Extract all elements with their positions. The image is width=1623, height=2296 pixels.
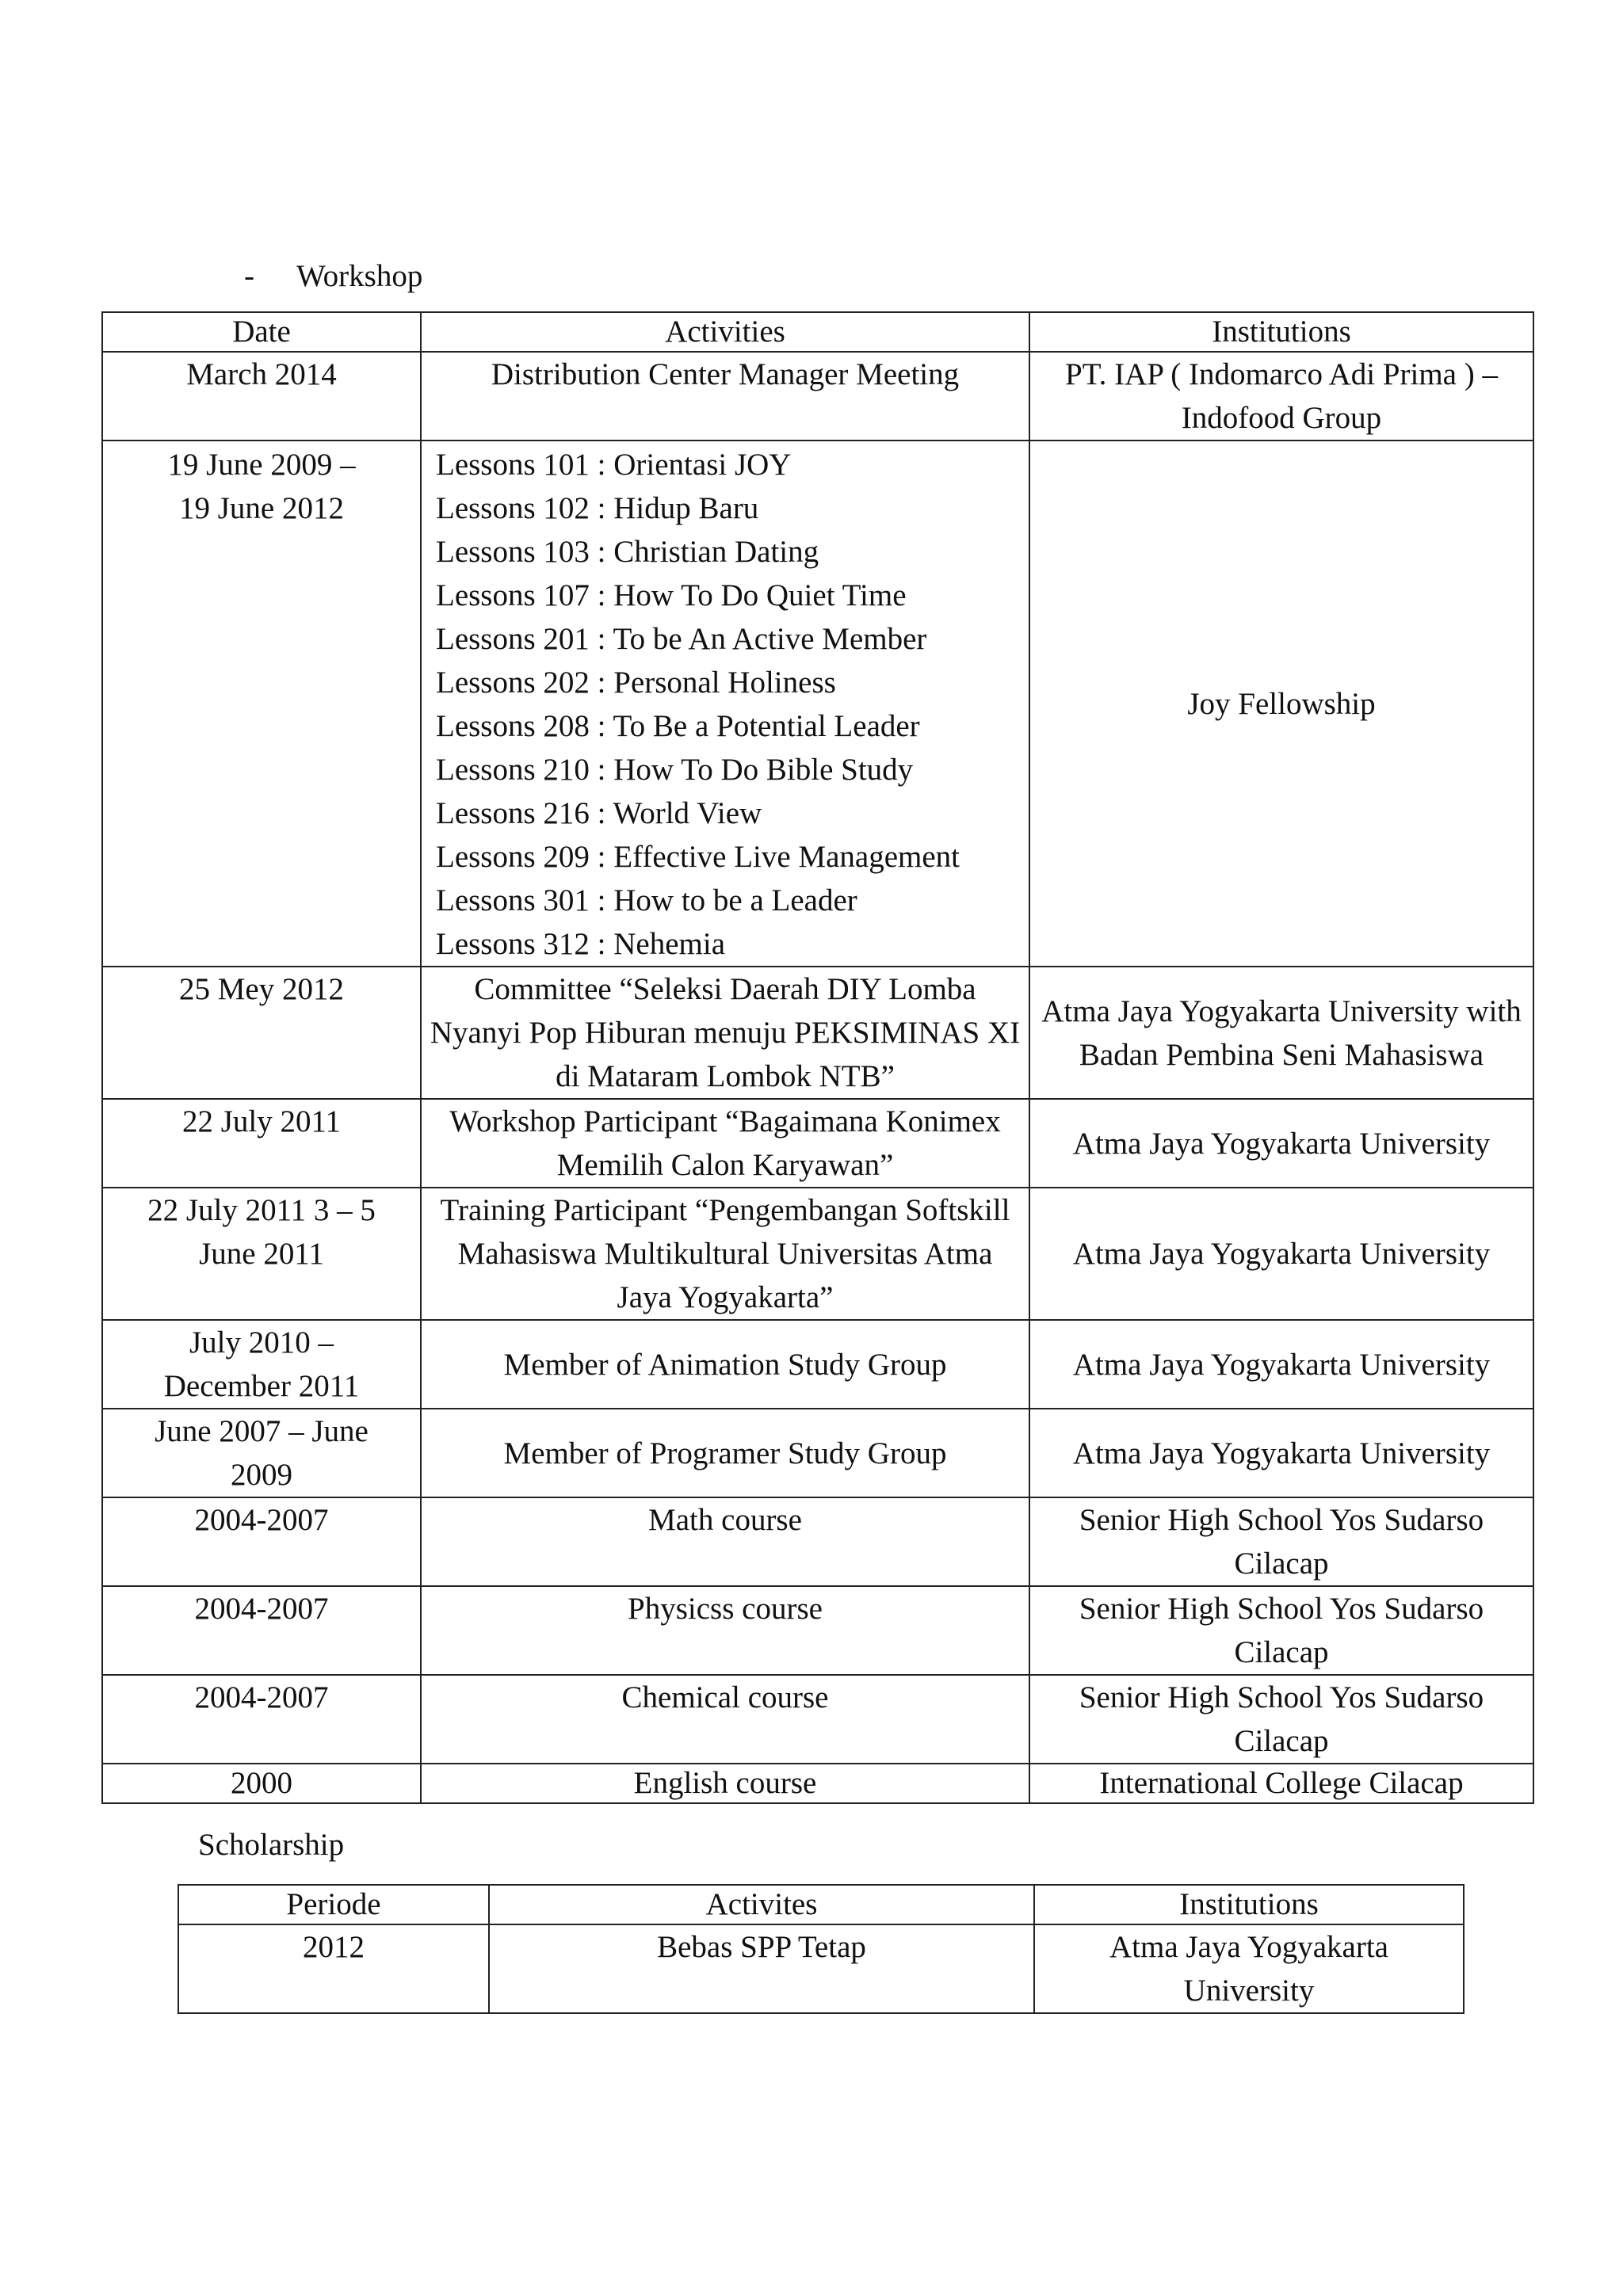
cell-institution: Senior High School Yos Sudarso Cilacap bbox=[1029, 1675, 1533, 1764]
table-row bbox=[102, 967, 1533, 1099]
cell-activity: English course bbox=[421, 1764, 1029, 1803]
cell-activity: Member of Animation Study Group bbox=[421, 1320, 1029, 1409]
cell-date: July 2010 – December 2011 bbox=[102, 1320, 421, 1409]
table-row bbox=[102, 1586, 1533, 1675]
table-row bbox=[102, 352, 1533, 441]
lesson-item: Lessons 103 : Christian Dating bbox=[436, 535, 819, 569]
lesson-item: Lessons 216 : World View bbox=[436, 796, 762, 830]
workshop-heading bbox=[244, 255, 422, 298]
cell-date: March 2014 bbox=[102, 352, 421, 441]
cell-date: 2000 bbox=[102, 1764, 421, 1803]
lesson-item: Lessons 101 : Orientasi JOY bbox=[436, 448, 792, 482]
cell-date: 22 July 2011 bbox=[102, 1099, 421, 1188]
table-row bbox=[178, 1924, 1464, 2013]
cell-activity: Member of Programer Study Group bbox=[421, 1409, 1029, 1497]
column-header-periode: Periode bbox=[178, 1885, 489, 1924]
lesson-item: Lessons 301 : How to be a Leader bbox=[436, 883, 857, 917]
cell-date: 2012 bbox=[178, 1924, 489, 2013]
cell-date: 2004-2007 bbox=[102, 1586, 421, 1675]
cell-activity: Bebas SPP Tetap bbox=[489, 1924, 1034, 2013]
table-row bbox=[102, 1099, 1533, 1188]
cell-institution: Senior High School Yos Sudarso Cilacap bbox=[1029, 1497, 1533, 1586]
column-header-institutions: Institutions bbox=[1029, 312, 1533, 352]
cell-institution: Atma Jaya Yogyakarta University bbox=[1029, 1409, 1533, 1497]
cell-institution: PT. IAP ( Indomarco Adi Prima ) – Indofood Group bbox=[1029, 352, 1533, 441]
lesson-item: Lessons 210 : How To Do Bible Study bbox=[436, 753, 914, 787]
cell-date: 19 June 2009 – 19 June 2012 bbox=[102, 441, 421, 967]
table-row bbox=[102, 1497, 1533, 1586]
lesson-item: Lessons 209 : Effective Live Management bbox=[436, 840, 960, 874]
column-header-institutions: Institutions bbox=[1034, 1885, 1464, 1924]
table-row bbox=[102, 1188, 1533, 1320]
cell-institution: Atma Jaya Yogyakarta University bbox=[1029, 1320, 1533, 1409]
column-header-date: Date bbox=[102, 312, 421, 352]
table-row bbox=[102, 1675, 1533, 1764]
workshop-table bbox=[101, 311, 1534, 1804]
lesson-item: Lessons 102 : Hidup Baru bbox=[436, 491, 759, 525]
scholarship-table bbox=[178, 1884, 1465, 2014]
cell-institution: Joy Fellowship bbox=[1029, 441, 1533, 967]
bullet-dash: - bbox=[244, 259, 254, 293]
workshop-heading-text: Workshop bbox=[296, 259, 423, 293]
lesson-item: Lessons 201 : To be An Active Member bbox=[436, 622, 927, 656]
cell-activity: Chemical course bbox=[421, 1675, 1029, 1764]
cell-activity: Workshop Participant “Bagaimana Konimex Memilih Calon Karyawan” bbox=[421, 1099, 1029, 1188]
table-row bbox=[102, 441, 1533, 967]
cell-institution: Atma Jaya Yogyakarta University with Badan Pembina Seni Mahasiswa bbox=[1029, 967, 1533, 1099]
cell-date: 2004-2007 bbox=[102, 1497, 421, 1586]
cell-institution: Senior High School Yos Sudarso Cilacap bbox=[1029, 1586, 1533, 1675]
lesson-item: Lessons 202 : Personal Holiness bbox=[436, 666, 836, 700]
column-header-activities: Activities bbox=[421, 312, 1029, 352]
lesson-item: Lessons 312 : Nehemia bbox=[436, 927, 726, 961]
cell-activity-lessons bbox=[421, 441, 1029, 967]
cell-activity: Math course bbox=[421, 1497, 1029, 1586]
cell-institution: International College Cilacap bbox=[1029, 1764, 1533, 1803]
table-row bbox=[102, 1764, 1533, 1803]
table-header-row bbox=[102, 312, 1533, 352]
scholarship-heading: Scholarship bbox=[198, 1828, 345, 1862]
table-header-row bbox=[178, 1885, 1464, 1924]
cell-institution: Atma Jaya Yogyakarta University bbox=[1034, 1924, 1464, 2013]
cell-institution: Atma Jaya Yogyakarta University bbox=[1029, 1188, 1533, 1320]
cell-institution: Atma Jaya Yogyakarta University bbox=[1029, 1099, 1533, 1188]
cell-activity: Committee “Seleksi Daerah DIY Lomba Nyanyi Pop Hiburan menuju PEKSIMINAS XI di Mataram Lombok NTB” bbox=[421, 967, 1029, 1099]
cell-date: 25 Mey 2012 bbox=[102, 967, 421, 1099]
cell-date: June 2007 – June 2009 bbox=[102, 1409, 421, 1497]
cell-activity: Training Participant “Pengembangan Softskill Mahasiswa Multikultural Universitas Atma Jaya Yogyakarta” bbox=[421, 1188, 1029, 1320]
column-header-activites: Activites bbox=[489, 1885, 1034, 1924]
cell-date: 22 July 2011 3 – 5 June 2011 bbox=[102, 1188, 421, 1320]
cell-activity: Distribution Center Manager Meeting bbox=[421, 352, 1029, 441]
table-row bbox=[102, 1320, 1533, 1409]
lesson-item: Lessons 107 : How To Do Quiet Time bbox=[436, 578, 907, 612]
cell-activity: Physicss course bbox=[421, 1586, 1029, 1675]
lesson-item: Lessons 208 : To Be a Potential Leader bbox=[436, 709, 920, 743]
cell-date: 2004-2007 bbox=[102, 1675, 421, 1764]
table-row bbox=[102, 1409, 1533, 1497]
